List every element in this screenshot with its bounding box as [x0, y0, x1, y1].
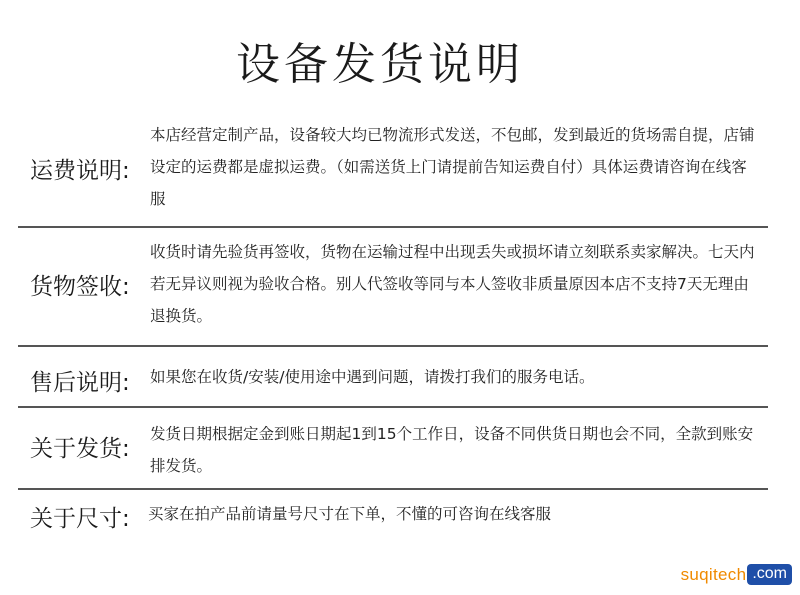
divider	[18, 488, 768, 490]
divider	[18, 345, 768, 347]
watermark-logo	[681, 564, 792, 585]
section-text-goods-receipt: 收货时请先验货再签收，货物在运输过程中出现丢失或损坏请立刻联系卖家解决。七天内若无异议则视为验收合格。别人代签收等同与本人签收非质量原因本店不支持7天无理由退换货。	[150, 243, 755, 325]
section-label-about-size: 关于尺寸:	[30, 506, 130, 532]
section-text-shipping-fee: 本店经营定制产品，设备较大均已物流形式发送，不包邮，发到最近的货场需自提，店铺设定的运费都是虚拟运费。（如需送货上门请提前告知运费自付）具体运费请咨询在线客服	[150, 126, 755, 208]
section-text-after-sales: 如果您在收货/安装/使用途中遇到问题，请拨打我们的服务电话。	[150, 368, 595, 386]
section-text-about-shipping: 发货日期根据定金到账日期起1到15个工作日，设备不同供货日期也会不同，全款到账安排发货。	[150, 425, 754, 475]
divider	[18, 226, 768, 228]
section-label-about-shipping: 关于发货:	[30, 436, 130, 462]
section-label-after-sales: 售后说明:	[30, 370, 130, 396]
page-title: 设备发货说明	[236, 39, 524, 90]
watermark-text: suqitech	[680, 565, 747, 584]
watermark-suffix: .com	[747, 564, 792, 585]
section-text-about-size: 买家在拍产品前请量号尺寸在下单，不懂的可咨询在线客服	[148, 505, 552, 523]
divider	[18, 406, 768, 408]
section-label-shipping-fee: 运费说明:	[30, 158, 130, 184]
section-label-goods-receipt: 货物签收:	[30, 274, 130, 300]
